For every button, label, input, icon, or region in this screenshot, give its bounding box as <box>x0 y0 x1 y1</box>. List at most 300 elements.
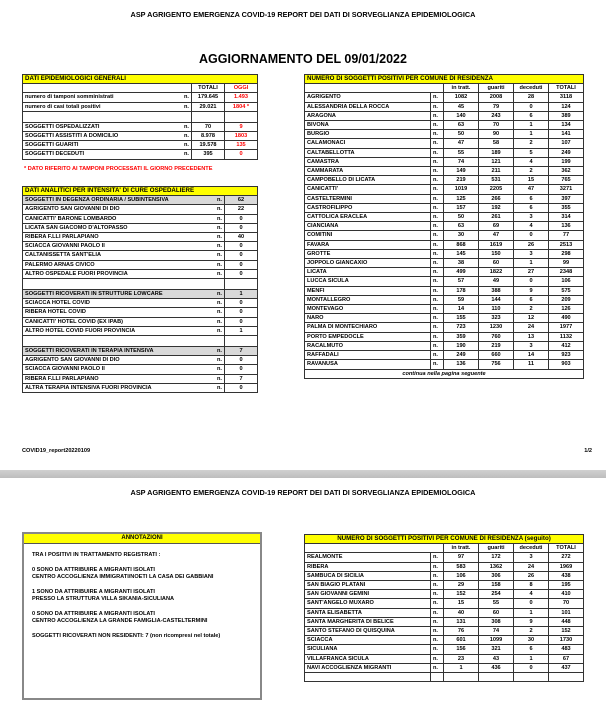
hospital-label: PALERMO ARNAS CIVICO <box>23 260 211 269</box>
comune-name: CAMPOBELLO DI LICATA <box>305 176 431 185</box>
comune-value: 126 <box>549 305 584 314</box>
annotations-body <box>24 544 260 655</box>
comune-value: 1977 <box>549 323 584 332</box>
comune-value: 2 <box>514 139 549 148</box>
empty-cell <box>444 673 479 682</box>
group-head-unit: n. <box>210 196 225 205</box>
comuni-table-title: NUMERO DI SOGGETTI POSITIVI PER COMUNE DI RESIDENZA <box>305 75 584 84</box>
comune-row <box>305 249 584 258</box>
comune-unit: n. <box>431 645 444 654</box>
hospital-value: 0 <box>225 299 258 308</box>
comune-row <box>305 323 584 332</box>
comune-row <box>305 259 584 268</box>
annotation-line: PRESSO LA STRUTTURA VILLA SIKANIA-SICULIANA <box>32 596 175 602</box>
comune-value: 110 <box>479 305 514 314</box>
comune-row <box>305 553 584 562</box>
hospital-value: 0 <box>225 223 258 232</box>
hospital-row <box>23 269 258 278</box>
hospital-label: ALTRA TERAPIA INTENSIVA FUORI PROVINCIA <box>23 383 211 392</box>
comune-value: 272 <box>549 553 584 562</box>
comune-unit: n. <box>431 617 444 626</box>
comune-value: 1 <box>514 121 549 130</box>
hospital-label: LICATA SAN GIACOMO D'ALTOPASSO <box>23 223 211 232</box>
comune-value: 189 <box>479 148 514 157</box>
comune-value: 2348 <box>549 268 584 277</box>
hospital-value: 0 <box>225 251 258 260</box>
comune-row <box>305 157 584 166</box>
general-row <box>23 102 258 111</box>
column-header: in tratt. <box>444 84 479 93</box>
comune-value: 1 <box>514 654 549 663</box>
comune-value: 6 <box>514 111 549 120</box>
comune-value: 1 <box>444 663 479 672</box>
continue-note: continua nella pagina seguente <box>305 369 584 378</box>
hospital-unit: n. <box>210 374 225 383</box>
comune-unit: n. <box>431 599 444 608</box>
comune-value: 3271 <box>549 185 584 194</box>
comune-value: 660 <box>479 351 514 360</box>
comune-value: 145 <box>444 249 479 258</box>
annotation-line: CENTRO ACCOGLIENZA LA GRANDE FAMIGLIA-CASTELTERMINI <box>32 618 208 624</box>
comune-value: 152 <box>444 590 479 599</box>
comune-value: 243 <box>479 111 514 120</box>
hospital-unit: n. <box>210 326 225 335</box>
comune-unit: n. <box>431 277 444 286</box>
comune-value: 1362 <box>479 562 514 571</box>
comune-unit: n. <box>431 121 444 130</box>
comune-value: 14 <box>444 305 479 314</box>
comune-value: 438 <box>549 571 584 580</box>
comune-value: 1 <box>514 259 549 268</box>
comune-value: 11 <box>514 360 549 369</box>
row-unit: n. <box>179 93 192 102</box>
comune-name: GROTTE <box>305 249 431 258</box>
comune-value: 55 <box>444 148 479 157</box>
comune-value: 1 <box>514 130 549 139</box>
comune-name: LUCCA SICULA <box>305 277 431 286</box>
comuni-table <box>304 74 584 379</box>
comune-row <box>305 286 584 295</box>
comune-value: 4 <box>514 590 549 599</box>
hospital-row <box>23 383 258 392</box>
comune-row <box>305 102 584 111</box>
comune-value: 76 <box>444 627 479 636</box>
row-oggi: 9 <box>225 122 258 131</box>
comune-name: SCIACCA <box>305 636 431 645</box>
comune-value: 58 <box>479 139 514 148</box>
comune-value: 57 <box>444 277 479 286</box>
hospital-table-title: DATI ANALITICI PER INTENSITA' DI CURE OSPEDALIERE <box>23 187 258 196</box>
spacer-cell <box>23 336 225 347</box>
comune-value: 101 <box>549 608 584 617</box>
group-head-row <box>23 196 258 205</box>
comune-unit: n. <box>431 93 444 102</box>
hospital-row <box>23 299 258 308</box>
col-oggi: OGGI <box>225 84 258 93</box>
comune-value: 6 <box>514 645 549 654</box>
comune-value: 412 <box>549 341 584 350</box>
comune-value: 483 <box>549 645 584 654</box>
comune-value: 249 <box>549 148 584 157</box>
comune-value: 79 <box>479 102 514 111</box>
comune-value: 903 <box>549 360 584 369</box>
comune-value: 436 <box>479 663 514 672</box>
comune-value: 70 <box>479 121 514 130</box>
row-label: SOGGETTI DECEDUTI <box>23 150 180 159</box>
comune-value: 90 <box>479 130 514 139</box>
row-oggi: 1803 <box>225 132 258 141</box>
comune-name: SANTO STEFANO DI QUISQUINA <box>305 627 431 636</box>
comune-unit: n. <box>431 581 444 590</box>
comune-value: 28 <box>514 93 549 102</box>
column-header: guariti <box>479 84 514 93</box>
spacer-row <box>23 111 258 122</box>
comune-unit: n. <box>431 139 444 148</box>
comune-unit: n. <box>431 553 444 562</box>
column-header: in tratt. <box>444 544 479 553</box>
general-data-table <box>22 74 258 160</box>
hospital-label: ALTRO OSPEDALE FUORI PROVINCIA <box>23 269 211 278</box>
comune-name: ALESSANDRIA DELLA ROCCA <box>305 102 431 111</box>
comune-unit: n. <box>431 286 444 295</box>
comune-value: 107 <box>549 139 584 148</box>
page-separator <box>0 470 606 478</box>
comune-value: 136 <box>444 360 479 369</box>
hospital-row <box>23 365 258 374</box>
hospital-unit: n. <box>210 242 225 251</box>
general-row <box>23 150 258 159</box>
comune-value: 499 <box>444 268 479 277</box>
comune-value: 209 <box>549 295 584 304</box>
row-unit: n. <box>179 122 192 131</box>
hospital-label: CANICATTI' BARONE LOMBARDO <box>23 214 211 223</box>
comune-value: 760 <box>479 332 514 341</box>
comune-value: 254 <box>479 590 514 599</box>
general-row <box>23 122 258 131</box>
comune-value: 9 <box>514 617 549 626</box>
annotation-line: TRA I POSITIVI IN TRATTAMENTO REGISTRATI : <box>32 552 161 558</box>
hospital-unit: n. <box>210 205 225 214</box>
comune-name: PORTO EMPEDOCLE <box>305 332 431 341</box>
group-head-row <box>23 290 258 299</box>
comune-value: 106 <box>549 277 584 286</box>
comune-value: 2 <box>514 305 549 314</box>
comune-name: CATTOLICA ERACLEA <box>305 213 431 222</box>
spacer-cell <box>192 111 225 122</box>
comune-value: 3 <box>514 249 549 258</box>
comune-value: 12 <box>514 314 549 323</box>
hospital-unit: n. <box>210 317 225 326</box>
comune-value: 47 <box>514 185 549 194</box>
comune-row <box>305 654 584 663</box>
comune-value: 3118 <box>549 93 584 102</box>
hospital-unit: n. <box>210 260 225 269</box>
comune-row <box>305 268 584 277</box>
comune-unit: n. <box>431 571 444 580</box>
comune-name: SICULIANA <box>305 645 431 654</box>
comune-row <box>305 645 584 654</box>
comune-value: 99 <box>549 259 584 268</box>
hospital-label: SCIACCA GIOVANNI PAOLO II <box>23 365 211 374</box>
comune-value: 178 <box>444 286 479 295</box>
comune-value: 30 <box>514 636 549 645</box>
comune-value: 362 <box>549 167 584 176</box>
hospital-unit: n. <box>210 223 225 232</box>
comune-value: 1 <box>514 608 549 617</box>
comune-value: 74 <box>444 157 479 166</box>
hospital-label: CALTANISSETTA SANT'ELIA <box>23 251 211 260</box>
comune-value: 150 <box>479 249 514 258</box>
comune-value: 219 <box>479 341 514 350</box>
comune-row <box>305 360 584 369</box>
comune-name: AGRIGENTO <box>305 93 431 102</box>
hospital-row <box>23 251 258 260</box>
comune-name: CAMASTRA <box>305 157 431 166</box>
comune-value: 1730 <box>549 636 584 645</box>
general-row <box>23 93 258 102</box>
comune-unit: n. <box>431 102 444 111</box>
comune-value: 448 <box>549 617 584 626</box>
comuni-table-continued <box>304 534 584 682</box>
comune-value: 868 <box>444 240 479 249</box>
general-table-title: DATI EPIDEMIOLOGICI GENERALI <box>23 75 258 84</box>
comune-value: 144 <box>479 295 514 304</box>
comune-value: 97 <box>444 553 479 562</box>
comune-unit: n. <box>431 231 444 240</box>
comune-unit: n. <box>431 176 444 185</box>
comune-value: 308 <box>479 617 514 626</box>
comune-value: 156 <box>444 645 479 654</box>
comune-value: 199 <box>549 157 584 166</box>
comune-name: SAN GIOVANNI GEMINI <box>305 590 431 599</box>
comune-value: 4 <box>514 222 549 231</box>
comune-value: 50 <box>444 130 479 139</box>
comune-row <box>305 351 584 360</box>
hospital-unit: n. <box>210 233 225 242</box>
annotation-paragraph <box>32 552 252 560</box>
footer-filename: COVID19_report20220109 <box>22 448 91 454</box>
comune-value: 149 <box>444 167 479 176</box>
comune-name: VILLAFRANCA SICULA <box>305 654 431 663</box>
comune-value: 2 <box>514 627 549 636</box>
empty-cell <box>549 673 584 682</box>
comune-name: FAVARA <box>305 240 431 249</box>
comune-value: 69 <box>479 222 514 231</box>
annotations-box <box>22 532 262 700</box>
comune-row <box>305 139 584 148</box>
comune-unit: n. <box>431 249 444 258</box>
comune-name: CIANCIANA <box>305 222 431 231</box>
hospital-label: AGRIGENTO SAN GIOVANNI DI DIO <box>23 205 211 214</box>
hospital-value: 1 <box>225 326 258 335</box>
comune-unit: n. <box>431 341 444 350</box>
annotation-line: SOGGETTI RICOVERATI NON RESIDENTI: 7 (non ricompresi nel totale) <box>32 632 221 639</box>
row-oggi: 0 <box>225 150 258 159</box>
annotation-paragraph <box>32 567 252 582</box>
comune-name: CASTROFILIPPO <box>305 203 431 212</box>
hospital-unit: n. <box>210 214 225 223</box>
group-head-value: 7 <box>225 347 258 356</box>
hospital-unit: n. <box>210 251 225 260</box>
comune-row <box>305 231 584 240</box>
comune-value: 195 <box>549 581 584 590</box>
spacer-cell <box>225 336 258 347</box>
comune-value: 140 <box>444 111 479 120</box>
row-totali: 70 <box>192 122 225 131</box>
group-head-label: SOGGETTI IN DEGENZA ORDINARIA / SUBINTENSIVA <box>23 196 211 205</box>
comune-value: 13 <box>514 332 549 341</box>
group-head-unit: n. <box>210 347 225 356</box>
hospital-label: CANICATTI' HOTEL COVID (EX IPAB) <box>23 317 211 326</box>
group-head-value: 1 <box>225 290 258 299</box>
comune-row <box>305 240 584 249</box>
comune-value: 601 <box>444 636 479 645</box>
hospital-row <box>23 242 258 251</box>
comune-unit: n. <box>431 562 444 571</box>
hospital-row <box>23 374 258 383</box>
page-title: AGGIORNAMENTO DEL 09/01/2022 <box>199 52 407 66</box>
comune-row <box>305 167 584 176</box>
comune-value: 2008 <box>479 93 514 102</box>
comune-unit: n. <box>431 185 444 194</box>
comune-value: 172 <box>479 553 514 562</box>
comune-value: 24 <box>514 323 549 332</box>
comune-row <box>305 571 584 580</box>
hospital-value: 0 <box>225 269 258 278</box>
comune-name: RIBERA <box>305 562 431 571</box>
comune-name: SANTA ELISABETTA <box>305 608 431 617</box>
hospital-row <box>23 356 258 365</box>
comune-value: 314 <box>549 213 584 222</box>
comune-value: 0 <box>514 599 549 608</box>
hospital-row <box>23 317 258 326</box>
row-totali: 29.021 <box>192 102 225 111</box>
empty-cell <box>479 673 514 682</box>
comune-value: 2513 <box>549 240 584 249</box>
row-oggi: 1.493 <box>225 93 258 102</box>
comune-value: 0 <box>514 663 549 672</box>
hospital-row <box>23 260 258 269</box>
comune-value: 2205 <box>479 185 514 194</box>
comune-unit: n. <box>431 167 444 176</box>
continue-row <box>305 369 584 378</box>
comune-value: 15 <box>514 176 549 185</box>
comune-name: COMITINI <box>305 231 431 240</box>
comune-value: 23 <box>444 654 479 663</box>
comune-unit: n. <box>431 148 444 157</box>
comune-value: 531 <box>479 176 514 185</box>
comune-value: 40 <box>444 608 479 617</box>
comune-unit: n. <box>431 240 444 249</box>
comune-value: 437 <box>549 663 584 672</box>
hospital-label: SCIACCA GIOVANNI PAOLO II <box>23 242 211 251</box>
comune-value: 38 <box>444 259 479 268</box>
comune-row <box>305 203 584 212</box>
document-header-page-2: ASP AGRIGENTO EMERGENZA COVID-19 REPORT DEI DATI DI SORVEGLIANZA EPIDEMIOLOGICA <box>130 488 476 497</box>
comune-value: 60 <box>479 259 514 268</box>
comune-name: ARAGONA <box>305 111 431 120</box>
comune-value: 45 <box>444 102 479 111</box>
spacer-row <box>23 279 258 290</box>
hospital-value: 0 <box>225 242 258 251</box>
comune-name: CASTELTERMINI <box>305 194 431 203</box>
comune-value: 47 <box>479 231 514 240</box>
comune-value: 50 <box>444 213 479 222</box>
comune-value: 1822 <box>479 268 514 277</box>
comune-row <box>305 663 584 672</box>
comune-value: 157 <box>444 203 479 212</box>
comune-value: 6 <box>514 194 549 203</box>
annotation-line: 0 SONO DA ATTRIBUIRE A MIGRANTI ISOLATI <box>32 566 155 573</box>
comune-unit: n. <box>431 194 444 203</box>
comune-value: 124 <box>549 102 584 111</box>
comune-value: 1969 <box>549 562 584 571</box>
comune-value: 2 <box>514 167 549 176</box>
comune-name: REALMONTE <box>305 553 431 562</box>
comune-unit: n. <box>431 360 444 369</box>
comune-value: 306 <box>479 571 514 580</box>
comune-name: BURGIO <box>305 130 431 139</box>
comune-value: 24 <box>514 562 549 571</box>
comune-unit: n. <box>431 636 444 645</box>
row-label: SOGGETTI GUARITI <box>23 141 180 150</box>
comune-name: MENFI <box>305 286 431 295</box>
comune-name: RAVANUSA <box>305 360 431 369</box>
annotation-paragraph <box>32 633 252 641</box>
comune-unit: n. <box>431 608 444 617</box>
comune-row <box>305 599 584 608</box>
group-head-row <box>23 347 258 356</box>
hospital-value: 7 <box>225 374 258 383</box>
hospital-unit: n. <box>210 269 225 278</box>
hospital-value: 0 <box>225 214 258 223</box>
comune-unit: n. <box>431 590 444 599</box>
group-head-label: SOGGETTI RICOVERATI IN TERAPIA INTENSIVA <box>23 347 211 356</box>
annotation-paragraph <box>32 611 252 626</box>
comune-unit: n. <box>431 111 444 120</box>
comune-row <box>305 305 584 314</box>
comune-unit: n. <box>431 323 444 332</box>
comune-value: 266 <box>479 194 514 203</box>
hospital-unit: n. <box>210 308 225 317</box>
row-unit: n. <box>179 102 192 111</box>
comune-value: 125 <box>444 194 479 203</box>
group-head-unit: n. <box>210 290 225 299</box>
row-totali: 8.978 <box>192 132 225 141</box>
comune-value: 131 <box>444 617 479 626</box>
comune-value: 0 <box>514 277 549 286</box>
col-totali: TOTALI <box>192 84 225 93</box>
comune-row <box>305 121 584 130</box>
comune-value: 410 <box>549 590 584 599</box>
comune-row <box>305 590 584 599</box>
general-row <box>23 141 258 150</box>
comune-name: SANT'ANGELO MUXARO <box>305 599 431 608</box>
comune-row <box>305 222 584 231</box>
row-totali: 179.645 <box>192 93 225 102</box>
comune-value: 141 <box>549 130 584 139</box>
row-totali: 395 <box>192 150 225 159</box>
comune-row <box>305 111 584 120</box>
comune-value: 575 <box>549 286 584 295</box>
comune-row <box>305 314 584 323</box>
comune-value: 1019 <box>444 185 479 194</box>
hospital-row <box>23 308 258 317</box>
comune-unit: n. <box>431 627 444 636</box>
comune-value: 136 <box>549 222 584 231</box>
comune-row <box>305 627 584 636</box>
hospital-value: 0 <box>225 356 258 365</box>
